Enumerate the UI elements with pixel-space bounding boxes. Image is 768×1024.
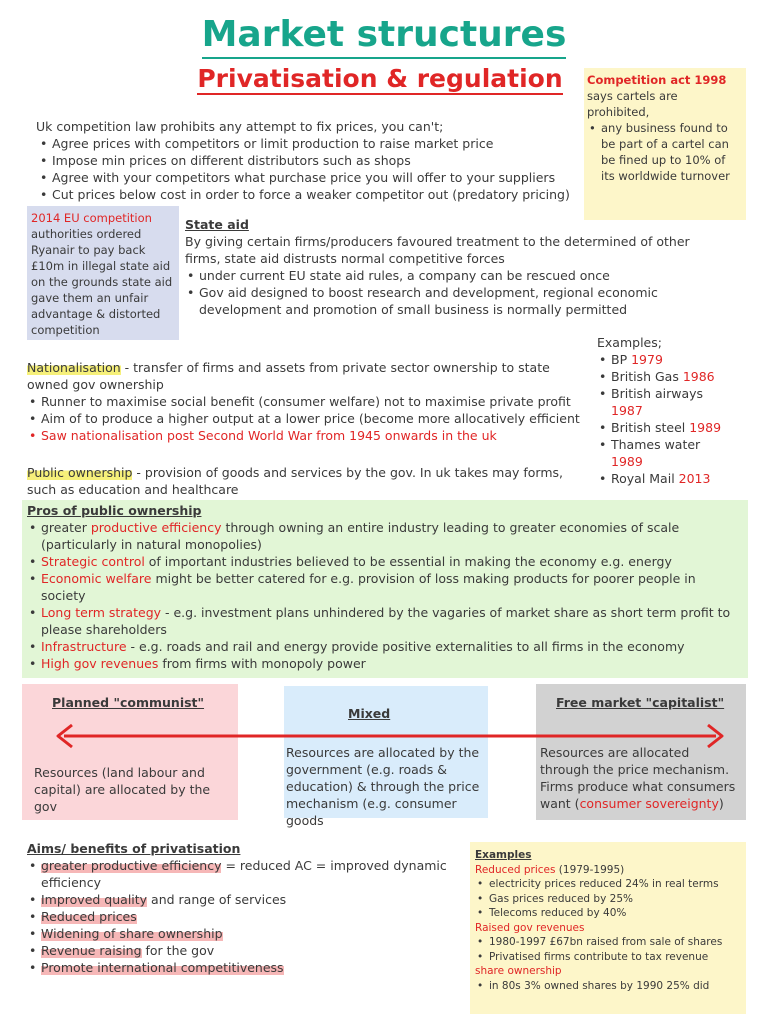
revenues-list — [475, 935, 742, 964]
examples-box-heading: Examples — [475, 849, 532, 861]
share-label: share ownership — [475, 965, 562, 977]
list-item: • Runner to maximise social benefit (consumer welfare) not to maximise private profit — [27, 393, 593, 410]
list-item — [27, 959, 447, 976]
list-item: • Agree prices with competitors or limit production to raise market price — [38, 135, 588, 152]
page-title — [0, 14, 768, 55]
list-item — [27, 655, 742, 672]
mixed-title: Mixed — [348, 706, 391, 721]
list-item — [597, 351, 757, 368]
list-item: • electricity prices reduced 24% in real terms — [475, 877, 742, 892]
pros-box — [22, 500, 748, 678]
state-aid-section — [185, 216, 725, 318]
list-item — [597, 368, 757, 385]
competition-act-text: says cartels are prohibited, — [587, 89, 678, 119]
aim-key: Widening of share ownership — [41, 926, 223, 941]
pro-key: Long term strategy — [41, 605, 162, 620]
eu-box-text: authorities ordered Ryanair to pay back £10m in illegal state aid on the grounds state aid gave them an unfair advantage & distorted competition — [31, 227, 173, 337]
aims-heading: Aims/ benefits of privatisation — [27, 841, 241, 856]
public-ownership-section — [27, 464, 587, 498]
list-item: • in 80s 3% owned shares by 1990 25% did — [475, 979, 742, 994]
uk-law-intro: Uk competition law prohibits any attempt to fix prices, you can't; — [36, 119, 444, 134]
pro-pre: greater — [41, 520, 91, 535]
example-year: 1987 — [611, 403, 643, 418]
pros-list — [27, 519, 742, 672]
aims-list — [27, 857, 447, 976]
nationalisation-desc: - transfer of firms and assets from private sector ownership to state owned gov ownership — [27, 360, 550, 392]
state-aid-list — [185, 267, 725, 318]
list-item — [27, 908, 447, 925]
reduced-list — [475, 877, 742, 921]
list-item — [27, 604, 742, 638]
list-item: • Impose min prices on different distributors such as shops — [38, 152, 588, 169]
uk-law-list — [36, 135, 588, 203]
public-ownership-term: Public ownership — [27, 465, 133, 480]
example-year: 1979 — [631, 352, 663, 367]
reduced-label-text: Reduced prices — [475, 863, 556, 876]
list-item — [27, 925, 447, 942]
list-item — [27, 857, 447, 891]
title-text: Market structures — [202, 14, 567, 59]
example-name: British Gas — [611, 369, 679, 384]
examples-list-items — [597, 351, 757, 487]
example-name: British airways — [611, 386, 704, 401]
nationalisation-text — [27, 359, 593, 393]
aim-rest: and range of services — [147, 892, 287, 907]
nationalisation-section — [27, 359, 593, 444]
nationalisation-list — [27, 393, 593, 444]
list-item: • under current EU state aid rules, a company can be rescued once — [185, 267, 725, 284]
list-item — [27, 942, 447, 959]
aim-key: Promote international competitiveness — [41, 960, 284, 975]
list-item: • Telecoms reduced by 40% — [475, 906, 742, 921]
competition-act-box — [584, 68, 746, 220]
examples-list — [597, 334, 757, 487]
list-item: • Aim of to produce a higher output at a lower price (become more allocatively efficient — [27, 410, 593, 427]
example-year: 1986 — [682, 369, 715, 384]
public-ownership-desc: - provision of goods and services by the gov. In uk takes may forms, such as education and healthcare — [27, 465, 563, 497]
aim-rest: for the gov — [141, 943, 215, 958]
aims-section — [27, 840, 447, 976]
nationalisation-term: Nationalisation — [27, 360, 121, 375]
list-item: • Cut prices below cost in order to force a weaker competitor out (predatory pricing) — [38, 186, 588, 203]
list-item — [597, 385, 757, 419]
competition-act-heading: Competition act 1998 — [587, 73, 727, 87]
mixed-text: Resources are allocated by the government (e.g. roads & education) & through the price mechanism (e.g. consumer goods — [286, 745, 480, 828]
example-name: BP — [611, 352, 628, 367]
aim-key: Improved quality — [41, 892, 148, 907]
list-item — [27, 519, 742, 553]
reduced-prices-label — [475, 863, 742, 878]
privatisation-examples-box — [470, 842, 746, 1014]
eu-box-heading: 2014 EU competition — [31, 211, 152, 225]
state-aid-heading: State aid — [185, 217, 249, 232]
revenues-label: Raised gov revenues — [475, 921, 585, 934]
state-aid-text: By giving certain firms/producers favoured treatment to the determined of other firms, state aid distrusts normal competitive forces — [185, 234, 690, 266]
example-year: 1989 — [689, 420, 722, 435]
pro-rest: through owning an entire industry leading to greater economies of scale (particularly in natural monopolies) — [41, 520, 680, 552]
page-subtitle — [190, 64, 570, 93]
examples-list-heading: Examples; — [597, 335, 662, 350]
free-market-text — [540, 744, 742, 812]
planned-text: Resources (land labour and capital) are allocated by the gov — [34, 765, 211, 814]
pro-rest: might be better catered for e.g. provision of loss making products for poorer people in society — [41, 571, 696, 603]
pro-rest: of important industries believed to be essential in making the economy e.g. energy — [144, 554, 672, 569]
example-name: British steel — [611, 420, 686, 435]
example-year: 1989 — [611, 454, 643, 469]
eu-competition-box — [27, 206, 179, 340]
list-item: • Agree with your competitors what purchase price you will offer to your suppliers — [38, 169, 588, 186]
pros-heading: Pros of public ownership — [27, 503, 202, 518]
pro-rest: from firms with monopoly power — [158, 656, 366, 671]
competition-act-bullets — [587, 120, 742, 184]
pro-key: Infrastructure — [41, 639, 127, 654]
free-text-end: ) — [718, 796, 724, 811]
list-item: • Saw nationalisation post Second World War from 1945 onwards in the uk — [27, 427, 593, 444]
example-year: 2013 — [678, 471, 711, 486]
reduced-years: (1979-1995) — [555, 863, 625, 876]
example-name: Royal Mail — [611, 471, 675, 486]
free-text-key: consumer sovereignty — [579, 796, 719, 811]
free-text-main: Resources are allocated through the price mechanism. Firms produce what consumers want ( — [540, 745, 736, 811]
aim-key: greater productive efficiency — [41, 858, 222, 873]
list-item — [597, 470, 757, 487]
list-item — [27, 570, 742, 604]
example-name: Thames water — [611, 437, 701, 452]
subtitle-text: Privatisation & regulation — [197, 64, 563, 93]
list-item: • any business found to be part of a cartel can be fined up to 10% of its worldwide turnover — [587, 120, 742, 184]
pro-rest: - e.g. roads and rail and energy provide positive externalities to all firms in the economy — [126, 639, 685, 654]
list-item — [27, 553, 742, 570]
aim-key: Reduced prices — [41, 909, 137, 924]
list-item — [27, 891, 447, 908]
list-item: • 1980-1997 £67bn raised from sale of shares — [475, 935, 742, 950]
list-item: • Gov aid designed to boost research and development, regional economic development and promotion of small business is normally permitted — [185, 284, 725, 318]
pro-rest: - e.g. investment plans unhindered by the vagaries of market share as short term profit to please shareholders — [41, 605, 731, 637]
pro-key: Strategic control — [41, 554, 145, 569]
pro-key: High gov revenues — [41, 656, 159, 671]
list-item: • Privatised firms contribute to tax revenue — [475, 950, 742, 965]
pro-key: productive efficiency — [90, 520, 222, 535]
uk-law-section — [36, 118, 588, 203]
list-item — [597, 436, 757, 470]
planned-title: Planned "communist" — [52, 695, 205, 710]
aim-key: Revenue raising — [41, 943, 142, 958]
aim-rest: = reduced AC = improved dynamic efficiency — [41, 858, 447, 890]
list-item — [27, 638, 742, 655]
pro-key: Economic welfare — [41, 571, 152, 586]
free-market-title: Free market "capitalist" — [556, 695, 725, 710]
list-item — [597, 419, 757, 436]
share-list — [475, 979, 742, 994]
list-item: • Gas prices reduced by 25% — [475, 892, 742, 907]
